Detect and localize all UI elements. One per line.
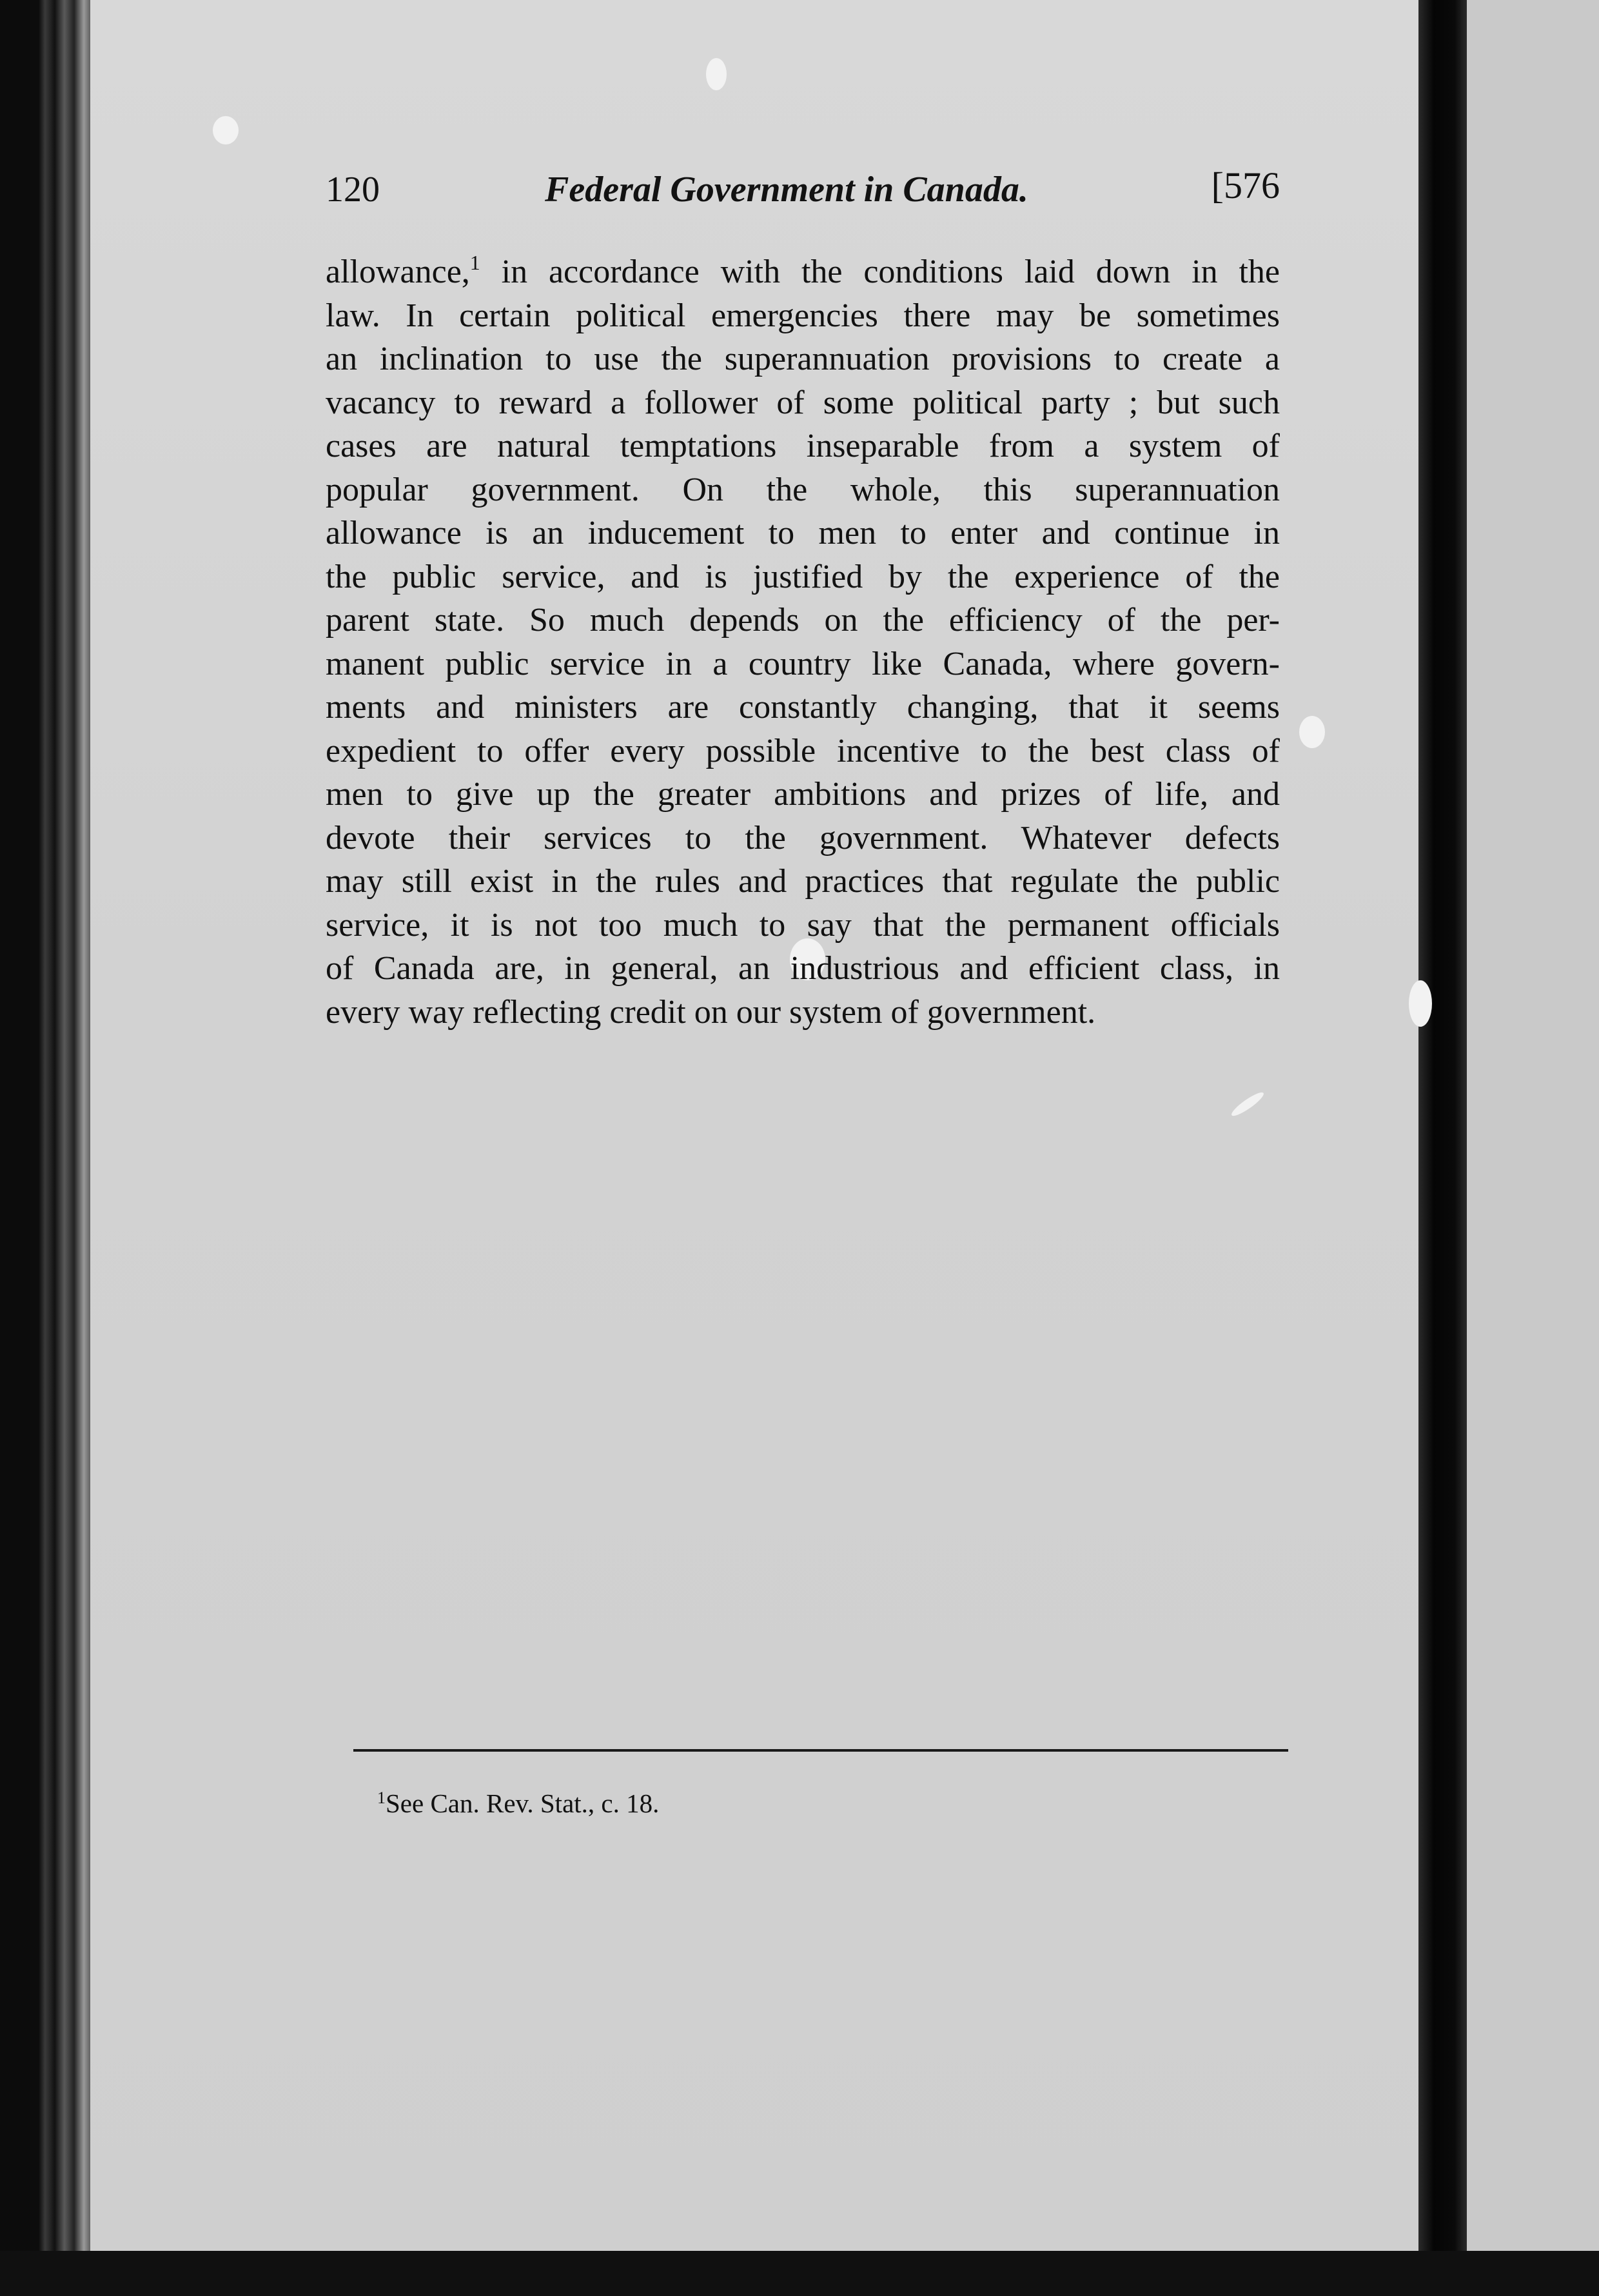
text-line: an inclination to use the superannuation provisions to create a <box>326 341 1280 377</box>
text-line: allowance is an inducement to men to enter and continue in <box>326 515 1280 551</box>
paper-speck <box>1409 980 1432 1027</box>
paper-speck <box>1299 716 1325 748</box>
facing-page-edge <box>1467 0 1599 2257</box>
book-gutter <box>1418 0 1470 2296</box>
paper-speck <box>213 116 239 144</box>
text-line: popular government. On the whole, this superannuation <box>326 471 1280 508</box>
text-line: devote their services to the government. Whatever defects <box>326 819 1280 856</box>
text-line: ments and ministers are constantly changing, that it seems <box>326 689 1280 726</box>
footnote <box>377 1788 659 1819</box>
text-line: expedient to offer every possible incentive to the best class of <box>326 732 1280 769</box>
text-line: of Canada are, in general, an industrious and efficient class, in <box>326 950 1280 987</box>
text-line: the public service, and is justified by the experience of the <box>326 558 1280 595</box>
paper-speck <box>706 58 727 90</box>
text-line: cases are natural temptations inseparable from a system of <box>326 428 1280 464</box>
original-page-marker: [576 <box>1211 164 1280 206</box>
text-fragment: in accordance with the conditions laid down in the <box>480 253 1280 290</box>
footnote-text: See Can. Rev. Stat., c. 18. <box>386 1788 660 1818</box>
footnote-reference: 1 <box>469 251 480 274</box>
footnote-marker: 1 <box>377 1788 386 1807</box>
footnote-divider <box>353 1749 1288 1752</box>
text-fragment: allowance, <box>326 253 470 290</box>
text-line: parent state. So much depends on the efficiency of the per- <box>326 602 1280 638</box>
page-number: 120 <box>326 170 380 210</box>
text-line: may still exist in the rules and practices that regulate the public <box>326 863 1280 900</box>
text-line: men to give up the greater ambitions and prizes of life, and <box>326 776 1280 813</box>
text-line: vacancy to reward a follower of some political party ; but such <box>326 384 1280 421</box>
book-page-edges <box>0 0 97 2296</box>
scan-bottom-border <box>0 2251 1599 2296</box>
text-line: service, it is not too much to say that the permanent officials <box>326 906 1280 944</box>
text-line: manent public service in a country like Canada, where govern- <box>326 645 1280 682</box>
body-paragraph <box>326 250 1280 1034</box>
text-line: law. In certain political emergencies there may be sometimes <box>326 297 1280 334</box>
text-line: every way reflecting credit on our system of government. <box>326 993 1096 1031</box>
running-header <box>326 164 1280 214</box>
text-line <box>326 250 1280 294</box>
running-title: Federal Government in Canada. <box>545 170 1028 210</box>
